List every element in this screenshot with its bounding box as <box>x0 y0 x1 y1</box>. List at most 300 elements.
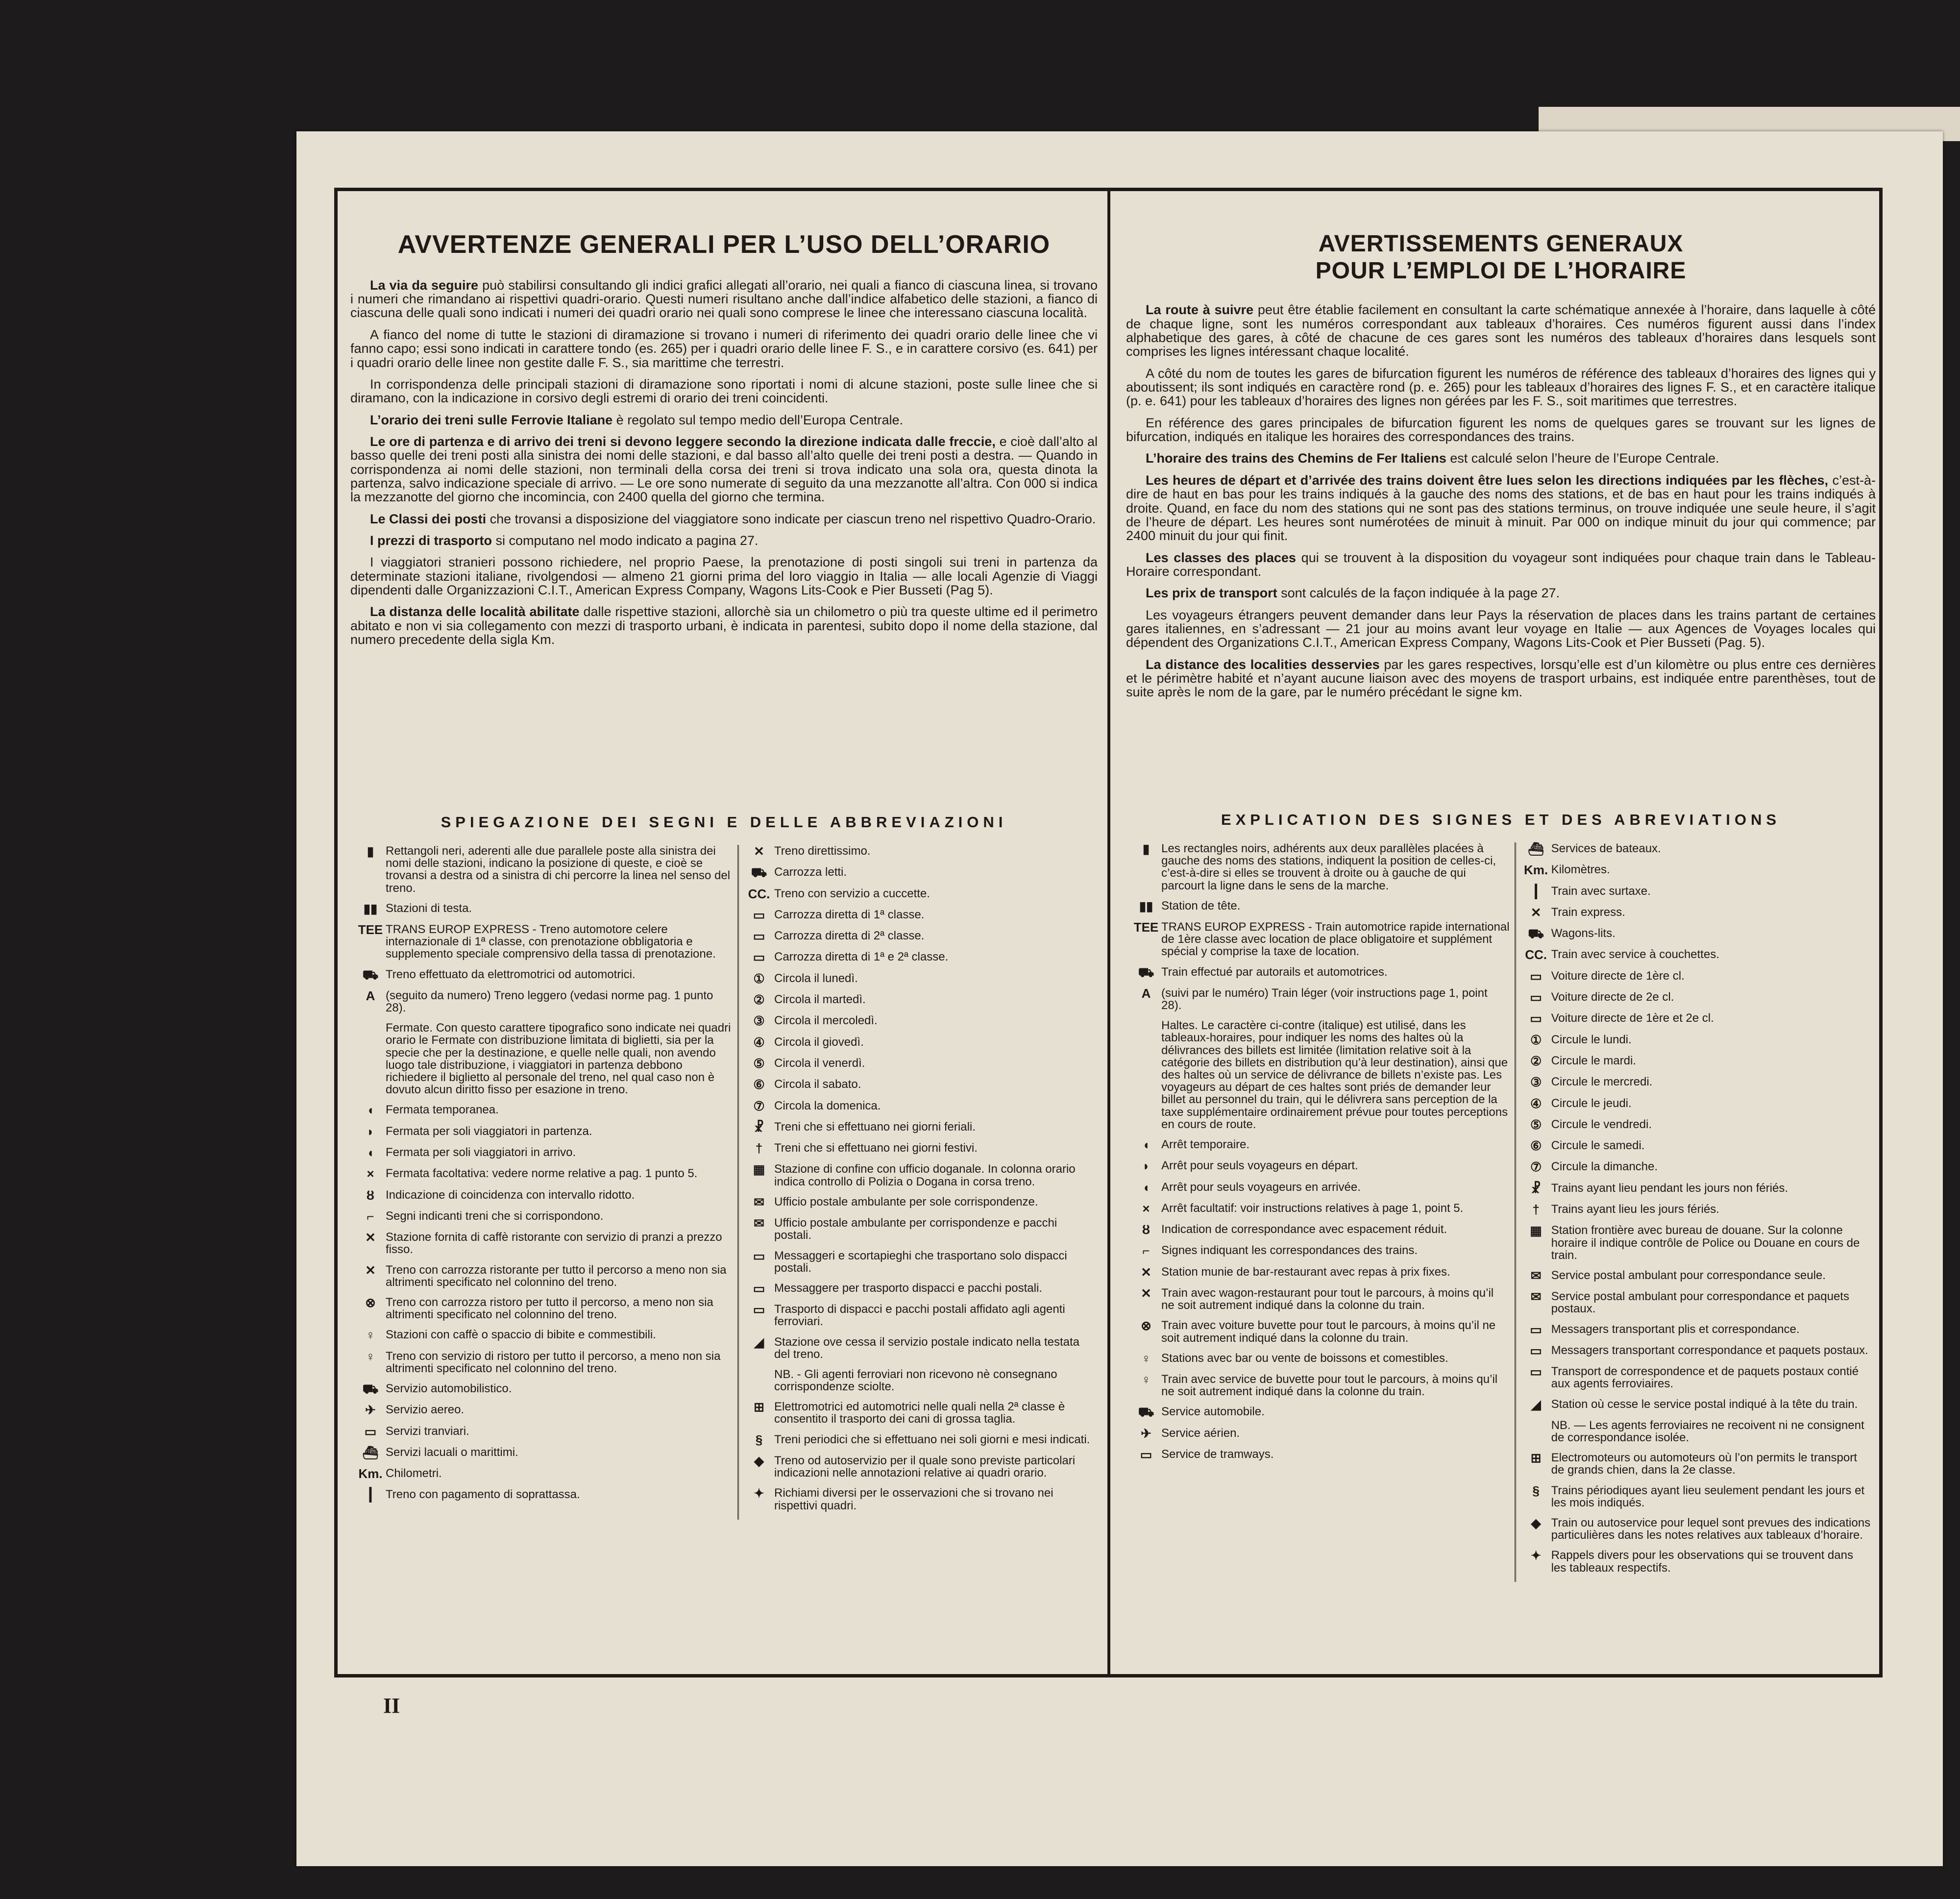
legend-entry <box>1521 863 1871 877</box>
legend-symbol-icon: ◖ <box>1142 1180 1150 1195</box>
legend-symbol-icon: × <box>367 1166 374 1182</box>
legend-symbol-icon: ⑥ <box>1530 1138 1542 1154</box>
legend-text: Stazioni con caffè o spaccio di bibite e commestibili. <box>386 1328 656 1342</box>
legend-symbol-icon: ◗ <box>1142 1159 1150 1174</box>
legend-entry <box>1521 1118 1871 1132</box>
legend-text: Messaggeri e scortapieghi che trasportano solo dispacci postali. <box>774 1249 1067 1275</box>
legend-text: Circola il mercoledì. <box>774 1014 878 1028</box>
legend-text: Rettangoli neri, aderenti alle due parallele poste alla sinistra dei nomi delle stazioni, indicano la posizione di queste, e cioè se trovansi a destra od a sinistra di chi percorre la linea nel senso del treno. <box>386 844 731 895</box>
legend-entry <box>355 845 733 894</box>
legend-text: Treno effettuato da elettromotrici od automotrici. <box>386 967 636 981</box>
french-text: sont calculés de la façon indiquée à la page 27. <box>1277 586 1560 601</box>
legend-symbol-icon: ▮▮ <box>363 901 378 916</box>
french-paragraph <box>1126 551 1876 579</box>
legend-text: Treno con servizio di ristoro per tutto il percorso, a meno non sia altrimenti specificato nel colonnino del treno. <box>386 1349 721 1375</box>
legend-symbol-icon: ◖ <box>367 1145 374 1160</box>
legend-entry <box>1131 1202 1510 1215</box>
legend-symbol-icon: ✦ <box>754 1486 764 1501</box>
legend-symbol-icon: ▮ <box>1142 841 1150 856</box>
legend-text: Arrêt facultatif: voir instructions relatives à page 1, point 5. <box>1161 1201 1464 1215</box>
legend-entry <box>1131 966 1510 979</box>
legend-symbol-icon: ⑤ <box>753 1056 765 1071</box>
legend-entry <box>1521 1055 1871 1068</box>
legend-entry <box>355 902 733 915</box>
legend-text: Train avec surtaxe. <box>1551 884 1651 898</box>
legend-entry <box>1521 1224 1871 1261</box>
legend-entry <box>355 1167 733 1181</box>
italian-text: può stabilirsi consultando gli indici grafici allegati all’orario, nei quali a fianco di ciascuna linea, si trovano i numeri che rimandano ai rispettivi quadri-orario. Questi numeri risultano anche dall’indice alfabetico delle stazioni, a fianco di ciascuna delle quali sono indicati i numeri dei quadri orario nei quali sono comprese le linee che interessano ciascuna località. <box>350 277 1098 321</box>
column-divider <box>1107 188 1110 1677</box>
french-bold-lead: La route à suivre <box>1146 302 1254 318</box>
legend-entry <box>744 1196 1093 1209</box>
legend-text: Trains périodiques ayant lieu seulement pendant les jours et les mois indiqués. <box>1551 1483 1865 1509</box>
legend-symbol-icon: ȣ <box>1142 1222 1151 1237</box>
legend-symbol-icon: ⛟ <box>1138 1405 1154 1420</box>
italian-paragraph: A fianco del nome di tutte le stazioni di diramazione si trovano i numeri di riferimento dei quadri orario delle linee che vi fanno capo; essi sono indicati in carattere tondo (es. 265) per i quadri orario delle linee F. S., e in carattere corsivo (es. 641) per i quadri orario delle linee non gestite dalle F. S., sia marittime che terrestri. <box>350 327 1098 370</box>
legend-text: Circule le lundi. <box>1551 1033 1632 1046</box>
french-text: peut être établie facilement en consultant la carte schématique annexée à l’horaire, dans laquelle à côté de chaque ligne, sont les numéros correspondant aux tableaux d’horaires. Ces numéros figurent aussi dans l’index alphabetique des gares, à côté de chacune de ces gares sont les numéros des tableaux d’horaires dans lesquels sont comprises les lignes intéressant chaque localité. <box>1126 302 1876 359</box>
legend-entry <box>1131 842 1510 892</box>
legend-entry <box>744 1336 1093 1360</box>
legend-text: Train effectué par autorails et automotrices. <box>1161 965 1388 979</box>
legend-symbol-icon: ┃ <box>1532 884 1540 899</box>
legend-text: Rappels divers pour les observations qui se trouvent dans les tableaux respectifs. <box>1551 1549 1853 1575</box>
italian-legend-body <box>350 845 1098 1520</box>
legend-text: Les rectangles noirs, adhérents aux deux parallèles placées à gauche des noms des stations, indiquent la position de celles-ci, c’est-à-dire si elles se trouvent à droite ou à gauche de qui parcourt la ligne dans le sens de la marche. <box>1161 842 1496 892</box>
italian-paragraph <box>350 605 1098 646</box>
legend-text: Wagons-lits. <box>1551 927 1616 940</box>
legend-symbol-icon: ▭ <box>1530 1343 1542 1358</box>
french-text: qui se trouvent à la disposition du voyageur sont indiquées pour chaque train dans le Tableau-Horaire correspondant. <box>1126 550 1876 579</box>
legend-entry <box>1521 1484 1871 1509</box>
legend-entry <box>1521 1365 1871 1390</box>
legend-symbol-icon: § <box>1532 1483 1540 1498</box>
legend-text: Train avec service à couchettes. <box>1551 948 1719 962</box>
french-bold-lead: Les heures de départ et d’arrivée des trains doivent être lues selon les directions indiquées par les flèches, <box>1146 472 1828 488</box>
legend-text: Trains ayant lieu pendant les jours non fériés. <box>1551 1181 1788 1195</box>
french-legend-col-b <box>1516 842 1876 1582</box>
legend-entry <box>1131 1019 1510 1131</box>
legend-entry <box>355 1264 733 1288</box>
legend-text: Voiture directe de 2e cl. <box>1551 990 1674 1004</box>
legend-text: Ufficio postale ambulante per sole corrispondenze. <box>774 1195 1038 1208</box>
legend-text: Messagers transportant plis et correspondance. <box>1551 1322 1800 1336</box>
legend-symbol-icon: ⑦ <box>1530 1159 1542 1175</box>
legend-text: Arrêt pour seuls voyageurs en départ. <box>1161 1159 1358 1173</box>
legend-entry <box>744 1303 1093 1328</box>
legend-text: Kilomètres. <box>1551 863 1610 877</box>
legend-entry <box>744 1078 1093 1091</box>
legend-entry <box>1521 1182 1871 1195</box>
legend-symbol-icon: ✕ <box>1530 905 1542 920</box>
legend-entry <box>1131 1244 1510 1258</box>
legend-text: Station frontière avec bureau de douane. Sur la colonne horaire il indique contrôle de Police ou Douane en cours de train. <box>1551 1224 1860 1262</box>
legend-text: Servizi tranviari. <box>386 1424 469 1438</box>
legend-entry <box>355 968 733 982</box>
legend-symbol-icon: ⊞ <box>754 1400 764 1415</box>
legend-text: (suivi par le numéro) Train léger (voir instructions page 1, point 28). <box>1161 986 1488 1012</box>
french-legend <box>1126 811 1876 1582</box>
french-bold-lead: Les prix de transport <box>1146 586 1277 601</box>
french-paragraph <box>1126 586 1876 600</box>
legend-text: Voiture directe de 1ère et 2e cl. <box>1551 1011 1714 1025</box>
italian-paragraph <box>350 512 1098 526</box>
italian-notices <box>350 230 1098 654</box>
legend-text: Circola il venerdì. <box>774 1056 865 1070</box>
legend-entry <box>1131 1406 1510 1419</box>
legend-text: TRANS EUROP EXPRESS - Train automotrice rapide international de 1ère classe avec location de place obligatoire et supplément spécial y comprise la taxe de location. <box>1161 920 1510 959</box>
legend-entry <box>1131 1448 1510 1461</box>
legend-text: Treno con servizio a cuccette. <box>774 887 930 900</box>
legend-symbol-icon: ▮ <box>367 844 374 859</box>
legend-entry <box>1521 1549 1871 1574</box>
legend-symbol-icon: ② <box>753 992 765 1008</box>
italian-intro <box>350 278 1098 647</box>
legend-text: Circola la domenica. <box>774 1099 881 1112</box>
legend-symbol-icon: ȣ <box>366 1187 375 1203</box>
legend-entry <box>744 1401 1093 1425</box>
legend-text: Train avec service de buvette pour tout le parcours, à moins qu’il ne soit autrement indiqué dans la colonne du train. <box>1161 1373 1498 1399</box>
legend-text: Chilometri. <box>386 1467 442 1480</box>
legend-text: Electromoteurs ou automoteurs où l’on permits le transport de grands chien, dans la 2e classe. <box>1551 1451 1857 1477</box>
legend-entry <box>355 1488 733 1502</box>
legend-text: Circule le jeudi. <box>1551 1096 1632 1110</box>
legend-text: Fermata per soli viaggiatori in arrivo. <box>386 1146 576 1159</box>
legend-entry <box>1521 1290 1871 1315</box>
legend-entry <box>1131 1181 1510 1194</box>
legend-text: Trains ayant lieu les jours fériés. <box>1551 1203 1719 1216</box>
legend-text: Circola il martedì. <box>774 993 866 1007</box>
legend-entry <box>1521 1097 1871 1110</box>
legend-text: Treno con pagamento di soprattassa. <box>386 1488 580 1502</box>
legend-entry <box>1131 1287 1510 1311</box>
italian-title: AVVERTENZE GENERALI PER L’USO DELL’ORARIO <box>397 230 1051 259</box>
legend-symbol-icon: CC. <box>1525 947 1547 962</box>
french-legend-body <box>1126 842 1876 1582</box>
legend-symbol-icon: ☧ <box>1531 1181 1541 1196</box>
legend-symbol-icon: ▭ <box>753 929 765 944</box>
legend-entry <box>1521 1517 1871 1541</box>
legend-text: Voiture directe de 1ère cl. <box>1551 969 1685 983</box>
legend-text: Circola il sabato. <box>774 1078 861 1091</box>
legend-text: Services de bateaux. <box>1551 842 1661 855</box>
legend-symbol-icon: ▭ <box>753 907 765 922</box>
legend-symbol-icon: ⛟ <box>1528 926 1544 941</box>
legend-text: Circola il lunedì. <box>774 971 858 985</box>
legend-entry <box>355 1210 733 1223</box>
legend-text: Stazione ove cessa il servizio postale indicato nella testata del treno. <box>774 1335 1080 1361</box>
legend-symbol-icon: ⌐ <box>1142 1243 1150 1258</box>
legend-symbol-icon: ⛟ <box>1138 964 1154 980</box>
legend-entry <box>1131 1159 1510 1173</box>
legend-entry <box>744 888 1093 901</box>
legend-entry <box>744 1487 1093 1511</box>
french-legend-title: EXPLICATION DES SIGNES ET DES ABREVIATIONS <box>1221 811 1781 828</box>
legend-symbol-icon: ◆ <box>754 1453 764 1468</box>
legend-entry <box>744 1163 1093 1187</box>
legend-text: Transport de correspondence et de paquets postaux contié aux agents ferroviaires. <box>1551 1365 1859 1391</box>
legend-entry <box>744 1014 1093 1028</box>
french-intro <box>1126 303 1876 699</box>
legend-symbol-icon: TEE <box>358 922 383 937</box>
legend-symbol-icon: ⛟ <box>362 967 379 982</box>
legend-entry <box>355 1425 733 1438</box>
legend-entry <box>1521 1452 1871 1476</box>
legend-entry <box>355 989 733 1014</box>
italian-text: dalle rispettive stazioni, allorchè sia un chilometro o più tra queste ultime ed il perimetro abitato e non vi sia collegamento con mezzi di trasporto urbani, è indicata in parentesi, subito dopo il nome della stazione, dal numero precedente della sigla Km. <box>350 604 1098 647</box>
legend-symbol-icon: ▭ <box>753 950 765 965</box>
legend-entry <box>1521 842 1871 856</box>
legend-entry <box>744 1100 1093 1113</box>
legend-entry <box>1131 1319 1510 1344</box>
legend-text: Circule le mercredi. <box>1551 1075 1653 1089</box>
legend-entry <box>744 972 1093 986</box>
legend-symbol-icon: ✉ <box>1530 1268 1542 1283</box>
legend-text: Arrêt pour seuls voyageurs en arrivée. <box>1161 1180 1361 1194</box>
legend-text: Carrozza diretta di 1ª classe. <box>774 908 925 921</box>
legend-text: Carrozza letti. <box>774 865 847 879</box>
french-title-line2: POUR L’EMPLOI DE L’HORAIRE <box>1315 258 1687 284</box>
legend-text: Indicazione di coincidenza con intervallo ridotto. <box>386 1188 635 1202</box>
legend-symbol-icon: ④ <box>753 1035 765 1050</box>
legend-symbol-icon: ◆ <box>1531 1515 1541 1530</box>
legend-text: Treno od autoservizio per il quale sono previste particolari indicazioni nelle annotazioni relative ai quadri orario. <box>774 1454 1076 1480</box>
legend-text: Circule le mardi. <box>1551 1054 1636 1067</box>
legend-symbol-icon: ▭ <box>1530 990 1542 1005</box>
legend-entry <box>1131 1373 1510 1398</box>
legend-entry <box>1521 970 1871 983</box>
legend-symbol-icon: ▭ <box>753 1248 765 1263</box>
legend-symbol-icon: ▭ <box>1140 1447 1152 1462</box>
legend-symbol-icon: † <box>1532 1202 1540 1217</box>
legend-symbol-icon: ♀ <box>366 1328 375 1343</box>
legend-entry <box>355 1329 733 1342</box>
italian-bold-lead: I prezzi di trasporto <box>370 533 492 548</box>
french-title-line1: AVERTISSEMENTS GENERAUX <box>1318 231 1684 257</box>
legend-symbol-icon: ⌐ <box>367 1208 374 1224</box>
legend-symbol-icon: ◗ <box>367 1124 374 1139</box>
legend-symbol-icon: ④ <box>1530 1096 1542 1111</box>
italian-text: che trovansi a disposizione del viaggiatore sono indicate per ciascun treno nel rispettivo Quadro-Orario. <box>486 511 1096 526</box>
legend-entry <box>355 1350 733 1375</box>
french-paragraph: En référence des gares principales de bifurcation figurent les noms de quelques gares se trouvant sur les lignes de bifurcation, indiqués en italique les horaires des correspondances des trains. <box>1126 415 1876 444</box>
legend-text: Haltes. Le caractère ci-contre (italique) est utilisé, dans les tableaux-horaires, pour indiquer les noms des haltes où la délivrances des billets est limitée (limitation relative soit à la catégorie des billets en distribution qu’à leur destination), ainsi que des haltes où un service de délivrance de billets n’existe pas. Les voyageurs au départ de ces haltes sont priés de demander leur billet au personnel du train, qui le délivrera sans perception de la taxe supplémentaire ordinairement prévue pour toutes perceptions en cours de route. <box>1161 1019 1508 1131</box>
legend-symbol-icon: ① <box>753 971 765 986</box>
legend-symbol-icon: ⛴ <box>1528 841 1544 856</box>
legend-entry <box>744 1433 1093 1447</box>
italian-bold-lead: La distanza delle località abilitate <box>370 604 580 619</box>
french-paragraph: A côté du nom de toutes les gares de bifurcation figurent les numéros de référence des tableaux d’horaires des lignes qui y aboutissent; ils sont indiqués en caractère rond (p. e. 265) pour les tableaux d’horaires des lignes F. S., et en caractère italique (p. e. 641) pour les tableaux d’horaires des lignes non gérées par les F. S., soit maritimes que terrestres. <box>1126 366 1876 409</box>
italian-paragraph: In corrispondenza delle principali stazioni di diramazione sono riportati i nomi di alcune stazioni, poste sulle linee che si diramano, con la indicazione in corsivo degli estremi di orario dei treni coincidenti. <box>350 376 1098 406</box>
legend-entry <box>1521 1012 1871 1025</box>
legend-entry <box>744 1036 1093 1049</box>
legend-text: Treno con carrozza ristorante per tutto il percorso a meno non sia altrimenti specificato nel colonnino del treno. <box>386 1263 727 1289</box>
legend-entry <box>1521 1203 1871 1216</box>
legend-entry <box>355 1467 733 1480</box>
legend-symbol-icon: ⛴ <box>362 1445 379 1460</box>
legend-text: Trasporto di dispacci e pacchi postali affidato agli agenti ferroviari. <box>774 1303 1065 1329</box>
legend-text: Messaggere per trasporto dispacci e pacchi postali. <box>774 1281 1042 1295</box>
legend-symbol-icon: CC. <box>748 886 770 901</box>
legend-symbol-icon: ✕ <box>754 844 764 859</box>
legend-entry <box>1521 1398 1871 1411</box>
legend-text: Segni indicanti treni che si corrispondono. <box>386 1209 604 1223</box>
legend-symbol-icon: Km. <box>1524 863 1548 878</box>
legend-entry <box>744 1282 1093 1295</box>
italian-bold-lead: Le Classi dei posti <box>370 511 487 526</box>
legend-entry <box>355 923 733 961</box>
legend-symbol-icon: ♀ <box>1141 1351 1151 1366</box>
legend-symbol-icon: ▦ <box>753 1162 765 1177</box>
legend-text: Arrêt temporaire. <box>1161 1137 1250 1151</box>
legend-symbol-icon: ✉ <box>754 1216 764 1231</box>
legend-entry <box>1521 948 1871 962</box>
legend-entry <box>1131 921 1510 958</box>
legend-text: Stations avec bar ou vente de boissons et comestibles. <box>1161 1351 1448 1365</box>
legend-symbol-icon: ▭ <box>753 1281 765 1296</box>
legend-entry <box>744 1250 1093 1274</box>
legend-symbol-icon: ▭ <box>1530 968 1542 984</box>
french-bold-lead: L’horaire des trains des Chemins de Fer Italiens <box>1146 451 1446 466</box>
legend-entry <box>1131 1223 1510 1236</box>
legend-entry <box>1131 1266 1510 1279</box>
legend-symbol-icon: ⑥ <box>753 1077 765 1092</box>
legend-symbol-icon: ▭ <box>1530 1364 1542 1380</box>
italian-paragraph <box>350 413 1098 427</box>
legend-text: Circola il giovedì. <box>774 1035 864 1049</box>
legend-text: Fermata facoltativa: vedere norme relative a pag. 1 punto 5. <box>386 1167 698 1181</box>
legend-text: Station de tête. <box>1161 899 1241 913</box>
legend-entry <box>1521 1323 1871 1336</box>
legend-symbol-icon: ▭ <box>364 1424 377 1439</box>
legend-entry <box>744 951 1093 964</box>
legend-text: Treno direttissimo. <box>774 844 871 858</box>
italian-paragraph <box>350 435 1098 504</box>
legend-entry <box>355 1404 733 1417</box>
legend-entry <box>1131 1138 1510 1152</box>
italian-text: è regolato sul tempo medio dell’Europa Centrale. <box>612 412 904 427</box>
legend-entry <box>1131 1352 1510 1365</box>
legend-entry <box>355 1446 733 1459</box>
legend-text: Signes indiquant les correspondances des trains. <box>1161 1244 1418 1258</box>
legend-entry <box>1521 1034 1871 1047</box>
legend-symbol-icon: ⑤ <box>1530 1117 1542 1132</box>
legend-symbol-icon: ✉ <box>1530 1289 1542 1305</box>
legend-entry <box>355 1104 733 1117</box>
legend-symbol-icon: ⊗ <box>365 1295 376 1310</box>
legend-text: Treno con carrozza ristoro per tutto il percorso, a meno non sia altrimenti specificato nel colonnino del treno. <box>386 1295 713 1322</box>
italian-legend-col-a <box>350 845 739 1520</box>
legend-symbol-icon: ✈ <box>1141 1426 1152 1441</box>
legend-entry <box>744 1142 1093 1155</box>
legend-symbol-icon: ▦ <box>1530 1223 1542 1238</box>
legend-text: Servizio aereo. <box>386 1403 465 1417</box>
legend-entry <box>744 845 1093 858</box>
french-paragraph <box>1126 658 1876 699</box>
legend-text: Treni periodici che si effettuano nei soli giorni e mesi indicati. <box>774 1432 1090 1446</box>
legend-entry <box>1131 987 1510 1011</box>
legend-entry <box>744 1455 1093 1479</box>
legend-text: Train avec wagon-restaurant pour tout le parcours, à moins qu’il ne soit autrement indiqué dans la colonne du train. <box>1161 1286 1494 1312</box>
legend-symbol-icon: ▭ <box>1530 1011 1542 1026</box>
legend-symbol-icon: ⑦ <box>753 1098 765 1113</box>
legend-symbol-icon: ✕ <box>365 1230 376 1245</box>
legend-symbol-icon: ⊗ <box>1141 1318 1152 1333</box>
legend-entry <box>1521 991 1871 1004</box>
legend-entry <box>744 1057 1093 1070</box>
legend-text: Service postal ambulant pour correspondance seule. <box>1551 1268 1826 1282</box>
french-text: c’est-à-dire de haut en bas pour les trains indiqués à la gauche des noms des stations, et de bas en haut pour les trains indiqués à droite. Quand, en face du nom des stations qui ne sont pas des stations terminus, on trouve indiquée une seule heure, il s’agit de l’heure de départ. Les heures sont numérotées de minuit à minuit. Par 000 on indique minuit du jour qui commence; par 2400 minuit du jour qui finit. <box>1126 472 1876 543</box>
legend-text: Station munie de bar-restaurant avec repas à prix fixes. <box>1161 1265 1450 1279</box>
legend-text: Service postal ambulant pour correspondance et paquets postaux. <box>1551 1290 1849 1316</box>
legend-symbol-icon: ◖ <box>367 1103 374 1118</box>
italian-paragraph <box>350 534 1098 547</box>
legend-text: Circule le vendredi. <box>1551 1117 1652 1131</box>
legend-symbol-icon: ✦ <box>1530 1548 1542 1563</box>
legend-text: Servizio automobilistico. <box>386 1381 512 1395</box>
italian-legend-col-b <box>739 845 1098 1520</box>
italian-paragraph: I viaggiatori stranieri possono richiedere, nel proprio Paese, la prenotazione di posti singoli sui treni in partenza da determinate stazioni italiane, rivolgendosi — almeno 21 giorni prima del loro viaggio in Italia — alle locali Agenzie di Viaggi dipendenti dalle Organizzazioni C.I.T., American Express Company, Wagons Lits-Cook e Pier Busseti (Pag 5). <box>350 555 1098 597</box>
legend-text: Stazione fornita di caffè ristorante con servizio di pranzi a prezzo fisso. <box>386 1231 722 1257</box>
italian-bold-lead: L’orario dei treni sulle Ferrovie Italiane <box>370 412 613 427</box>
legend-text: Service de tramways. <box>1161 1448 1274 1461</box>
legend-entry <box>1131 1427 1510 1440</box>
legend-text: Carrozza diretta di 2ª classe. <box>774 929 925 943</box>
legend-symbol-icon: ✕ <box>1141 1286 1152 1301</box>
legend-entry <box>744 909 1093 922</box>
legend-text: Stazioni di testa. <box>386 901 472 915</box>
legend-symbol-icon: TEE <box>1133 920 1159 935</box>
legend-entry <box>744 1368 1093 1393</box>
italian-legend <box>350 814 1098 1520</box>
legend-entry <box>744 1217 1093 1241</box>
legend-entry <box>744 1121 1093 1134</box>
legend-symbol-icon: ① <box>1530 1032 1542 1047</box>
legend-symbol-icon: ┃ <box>367 1487 374 1503</box>
legend-symbol-icon: ◖ <box>1142 1137 1150 1152</box>
legend-symbol-icon: ◢ <box>754 1334 764 1350</box>
legend-symbol-icon: ✉ <box>754 1194 764 1209</box>
legend-entry <box>355 1296 733 1321</box>
legend-text: Carrozza diretta di 1ª e 2ª classe. <box>774 950 949 964</box>
legend-symbol-icon: ♀ <box>1141 1372 1151 1387</box>
legend-entry <box>744 993 1093 1007</box>
legend-text: Elettromotrici ed automotrici nelle quali nella 2ª classe è consentito il trasporto dei cani di grossa taglia. <box>774 1400 1065 1426</box>
legend-text: Train express. <box>1551 905 1625 919</box>
legend-entry <box>1521 927 1871 940</box>
legend-text: Fermata temporanea. <box>386 1103 499 1117</box>
legend-entry <box>1521 1160 1871 1174</box>
italian-bold-lead: Le ore di partenza e di arrivo dei treni si devono leggere secondo la direzione indicata dalle freccie, <box>370 434 996 449</box>
italian-paragraph <box>350 278 1098 320</box>
legend-symbol-icon: ◢ <box>1531 1397 1541 1412</box>
legend-symbol-icon: ♀ <box>366 1349 375 1364</box>
legend-text: Train ou autoservice pour lequel sont prevues des indications particulières dans les notes relatives aux tableaux d’horaire. <box>1551 1516 1871 1542</box>
italian-bold-lead: La via da seguire <box>370 277 479 293</box>
legend-symbol-icon: A <box>1141 986 1151 1001</box>
legend-symbol-icon: ⊞ <box>1530 1451 1542 1466</box>
legend-symbol-icon: ▮▮ <box>1139 898 1153 913</box>
legend-text: Station où cesse le service postal indiqué à la tête du train. <box>1551 1397 1858 1411</box>
french-text: par les gares respectives, lorsqu’elle est d’un kilomètre ou plus entre ces dernières et le périmètre habité et n’ayant aucune liaison avec des moyens de trasport urbains, est indiquée entre parenthèses, tout de suite après le nom de la gare, par le numéro précédant le signe km. <box>1126 657 1876 700</box>
legend-symbol-icon: ② <box>1530 1053 1542 1068</box>
legend-symbol-icon: × <box>1142 1201 1150 1216</box>
legend-entry <box>355 1231 733 1256</box>
french-paragraph <box>1126 451 1876 465</box>
legend-symbol-icon: ③ <box>753 1013 765 1029</box>
french-legend-col-a <box>1126 842 1516 1582</box>
legend-text: Service aérien. <box>1161 1426 1240 1440</box>
